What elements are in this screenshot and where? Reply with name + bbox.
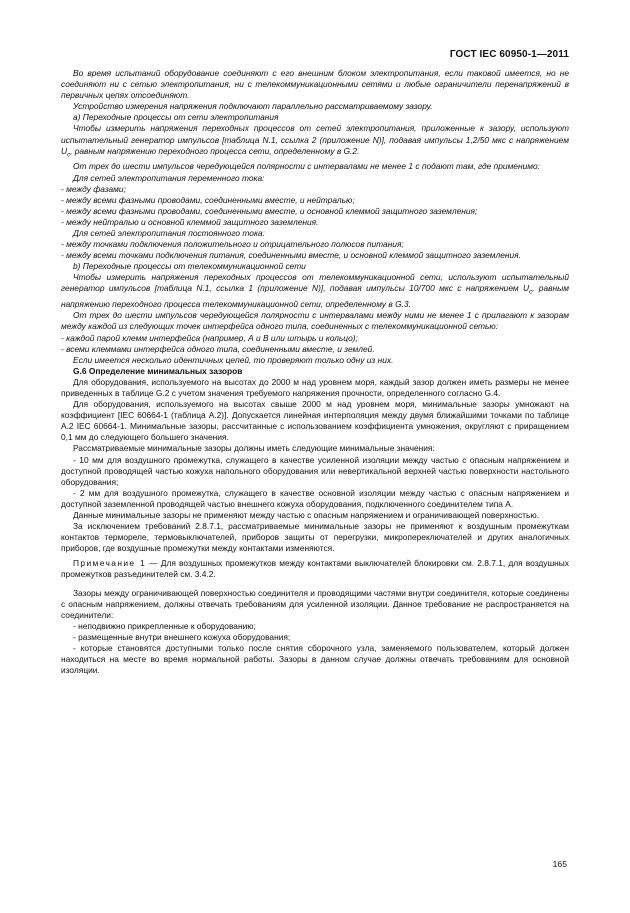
list-item: - неподвижно прикрепленные к оборудованию;: [73, 620, 256, 631]
subsection-heading-b: b) Переходные процессы от телекоммуникационной сети: [73, 261, 306, 272]
paragraph: От трех до шести импульсов чередующейся полярности с интервалами не менее 1 с подают там, где применимо:: [73, 161, 540, 172]
list-item: - между всеми фазными проводами, соединенными вместе, и нейтралью;: [61, 194, 355, 205]
paragraph: Чтобы измерить напряжения переходных процессов от телекоммуникационной сети, используют испытательный генератор импульсов [таблица N.1, ссылка 1 (приложение N)], подавая импульсы 10/700 мкс с напряжением $U_c$, равным напряжению переходного процесса телекоммуникационной сети, определенному в G.3.: [61, 272, 569, 310]
list-item: - между всеми точками подключения питания, соединенными вместе, и основной клеммой защитного заземления.: [61, 250, 521, 261]
document-header: ГОСТ IEC 60950-1—2011: [449, 49, 569, 60]
paragraph: Во время испытаний оборудование соединяют с его внешним блоком электропитания, если таковой имеется, но не соединяют ни с сетью электропитания, ни с телекоммуникационными сетями и любые ограничители перенапряжений в первичных цепях отсоединяют.: [61, 68, 569, 101]
page-number: 165: [552, 859, 567, 869]
paragraph: Для оборудования, используемого на высотах свыше 2000 м над уровнем моря, минимальные зазоры умножают на коэффициент [IEC 60664-1 (таблица А.2)]. Допускается линейная интерполяция между двумя ближайшими точками по таблице А.2 IEC 60664-1. Минимальные зазоры, рассчитанные с использованием коэффициента умножения, округляют с приращением 0,1 мм до следующего большего значения.: [61, 399, 569, 443]
list-item: - между фазами;: [61, 183, 126, 194]
section-heading-g6: G.6 Определение минимальных зазоров: [73, 365, 243, 376]
list-item: - всеми клеммами интерфейса одного типа, соединенными вместе, и землей.: [61, 343, 375, 354]
paragraph: Устройство измерения напряжения подключают параллельно рассматриваемому зазору.: [73, 101, 433, 112]
note-text: — Для воздушных промежутков между контактами выключателей блокировки см. 2.8.7.1, для воздушных промежутков разъединителей см. 3.4.2.: [61, 558, 569, 580]
subsection-heading-a: a) Переходные процессы от сети электропитания: [73, 112, 279, 123]
paragraph: Если имеется несколько идентичных цепей, то проверяют только одну из них.: [73, 354, 394, 365]
list-item: - между нейтралью и основной клеммой защитного заземления.: [61, 216, 319, 227]
paragraph: Данные минимальные зазоры не применяют между частью с опасным напряжением и ограничивающей поверхностью.: [73, 510, 539, 520]
list-item: - которые становятся доступными только после снятия сборочного узла, заменяемого пользователем, который должен находиться на месте во время нормальной работы. Зазоры в данном случае должны отвечать требованиям для основной изоляции.: [61, 643, 569, 676]
list-item: - каждой парой клемм интерфейса (например, А и В или штырь и кольцо);: [61, 332, 358, 343]
note-paragraph: [61, 558, 569, 580]
paragraph: Для оборудования, используемого на высотах до 2000 м над уровнем моря, каждый зазор должен иметь размеры не менее приведенных в таблице G.2 с учетом значения требуемого напряжения прочности, определенного согласно G.4.: [61, 376, 569, 398]
list-item: - между всеми фазными проводами, соединенными вместе, и основной клеммой защитного заземления;: [61, 205, 478, 216]
note-label: Примечание 1: [73, 558, 147, 569]
list-item: - 10 мм для воздушного промежутка, служащего в качестве усиленной изоляции между частью с опасным напряжением и доступной проводящей частью кожуха напольного оборудования или невертикальной верхней частью поверхности настольного оборудования;: [61, 454, 569, 487]
list-item: - 2 мм для воздушного промежутка, служащего в качестве основной изоляции между частью с опасным напряжением и доступной заземленной проводящей частью внешнего кожуха оборудования, подключенного соединителем типа А.: [61, 487, 569, 509]
list-item: - между точками подключения положительного и отрицательного полюсов питания;: [61, 239, 404, 250]
paragraph: Рассматриваемые минимальные зазоры должны иметь следующие минимальные значения:: [73, 443, 435, 454]
page-body: [61, 68, 569, 676]
paragraph: От трех до шести импульсов чередующейся полярности с интервалами между ними не менее 1 с прилагают к зазорам между каждой из следующих точек интерфейса одного типа, соединенных с телекоммуникационной сетью:: [61, 310, 569, 332]
paragraph: Зазоры между ограничивающей поверхностью соединителя и проводящими частями внутри соединителя, которые соединены с опасным напряжением, должны отвечать требованиям для усиленной изоляции. Данное требование не распространяется на соединители:: [61, 587, 569, 620]
paragraph: Чтобы измерить напряжения переходных процессов от сетей электропитания, приложенные к зазору, используют испытательный генератор импульсов [таблица N.1, ссылка 2 (приложение N)], подавая импульсы 1,2/50 мкс с напряжением $U_c$, равным напряжению переходного процесса сети, определенному в G.2.: [61, 123, 569, 159]
paragraph: Для сетей электропитания постоянного тока:: [73, 227, 265, 238]
paragraph: За исключением требований 2.8.7.1, рассматриваемые минимальные зазоры не применяют к воздушным промежуткам контактов термореле, термовыключателей, приборов защиты от перегрузки, микропереключателей и других аналогичных приборов, где воздушные промежутки между контактами изменяются.: [61, 521, 569, 554]
list-item: - размещенные внутри внешнего кожуха оборудования;: [73, 631, 291, 642]
paragraph: Для сетей электропитания переменного тока:: [73, 172, 265, 183]
